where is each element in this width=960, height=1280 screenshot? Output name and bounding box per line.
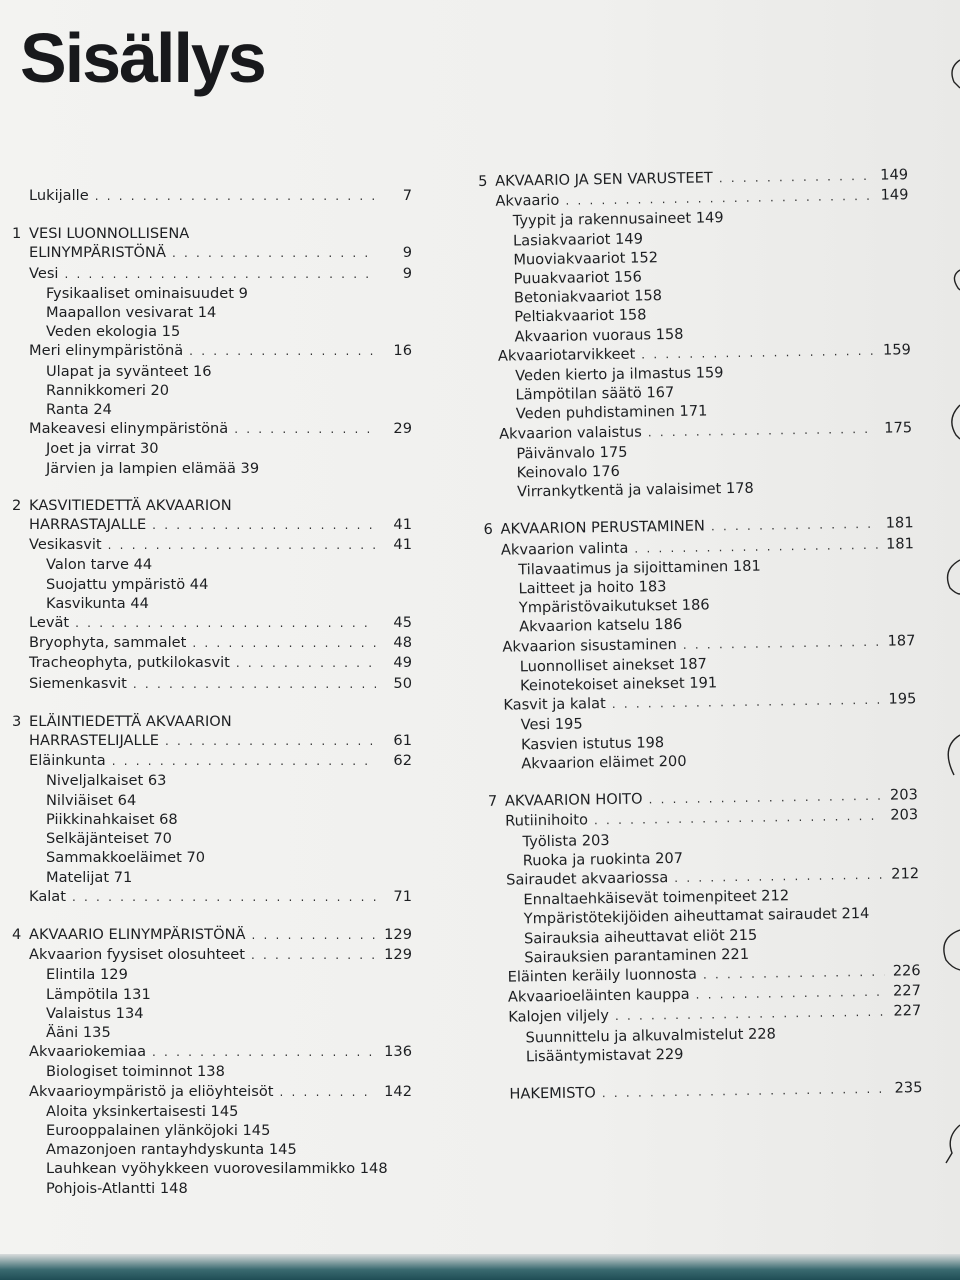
toc-entry — [12, 362, 412, 381]
toc-entry — [12, 264, 412, 284]
leader-dots — [192, 634, 376, 653]
toc-entry — [12, 1062, 412, 1081]
toc-entry — [12, 1102, 412, 1121]
entry-title: Luonnolliset ainekset 187 — [519, 655, 707, 676]
page-number: 226 — [892, 962, 921, 980]
leader-dots — [602, 1080, 887, 1104]
toc-entry — [12, 653, 412, 673]
entry-title: Työlista 203 — [522, 831, 610, 850]
page-number: 235 — [894, 1079, 923, 1097]
leader-dots — [234, 420, 376, 439]
entry-title: Lämpötila 131 — [46, 985, 151, 1003]
entry-title: Ympäristötekijöiden aiheuttamat sairaudet 214 — [523, 905, 870, 928]
page-number: 212 — [891, 865, 920, 883]
page-number: 129 — [384, 946, 412, 964]
toc-entry — [12, 496, 412, 515]
toc-section — [492, 1078, 922, 1105]
leader-dots — [695, 983, 885, 1005]
entry-title: Kalat — [29, 887, 66, 905]
chapter-number: 4 — [12, 925, 22, 943]
toc-entry — [12, 925, 412, 945]
entry-title: Kasvit ja kalat — [503, 695, 606, 714]
leader-dots — [189, 342, 376, 361]
entry-title: Fysikaaliset ominaisuudet 9 — [46, 284, 248, 302]
toc-entry — [12, 341, 412, 361]
toc-entry — [12, 848, 412, 867]
entry-title: Puuakvaariot 156 — [513, 268, 642, 288]
entry-title: Järvien ja lampien elämää 39 — [46, 459, 260, 477]
entry-title: Maapallon vesivarat 14 — [46, 304, 217, 322]
entry-title: Sairaudet akvaariossa — [505, 869, 669, 889]
entry-title: Nilviäiset 64 — [46, 791, 137, 809]
toc-entry — [12, 613, 412, 633]
page-number: 142 — [384, 1082, 412, 1100]
toc-entry — [12, 633, 412, 653]
entry-title: AKVAARION PERUSTAMINEN — [500, 517, 706, 539]
entry-title: Laitteet ja hoito 183 — [518, 578, 667, 598]
leader-dots — [683, 632, 880, 654]
page-number: 16 — [393, 342, 412, 360]
page-number: 50 — [393, 674, 412, 692]
page-number: 29 — [393, 420, 412, 438]
entry-title: Akvaarioympäristö ja eliöyhteisöt — [29, 1082, 274, 1100]
leader-dots — [641, 342, 875, 365]
entry-title: Akvaarion valinta — [500, 539, 629, 559]
toc-entry — [12, 284, 412, 303]
page-number: 62 — [393, 752, 412, 770]
toc-section — [483, 514, 917, 774]
toc-entry — [12, 186, 412, 206]
chapter-number: 2 — [12, 496, 22, 514]
leader-dots — [719, 167, 873, 189]
entry-title: HARRASTAJALLE — [29, 516, 147, 534]
entry-title: Niveljalkaiset 63 — [46, 772, 167, 790]
toc-entry — [12, 515, 412, 535]
entry-title: Meri elinympäristönä — [29, 342, 184, 360]
entry-title: Päivänvalo 175 — [516, 443, 628, 463]
toc-section — [12, 925, 412, 1198]
leader-dots — [95, 187, 376, 206]
entry-title: AKVAARIO JA SEN VARUSTEET — [495, 169, 713, 190]
chapter-number: 3 — [12, 712, 22, 730]
entry-title: Levät — [29, 614, 70, 632]
entry-title: Sammakkoeläimet 70 — [46, 849, 206, 867]
entry-title: Akvaarion vuoraus 158 — [514, 325, 684, 346]
toc-entry — [12, 594, 412, 613]
entry-title: Selkäjänteiset 70 — [46, 830, 172, 848]
entry-title: Ulapat ja syvänteet 16 — [46, 362, 212, 380]
toc-entry — [12, 771, 412, 790]
page-number: 187 — [887, 631, 916, 650]
page-number: 41 — [393, 516, 412, 534]
entry-title: AKVAARION HOITO — [504, 790, 643, 810]
toc-entry — [12, 945, 412, 965]
entry-title: Akvaariotarvikkeet — [497, 345, 636, 365]
entry-title: Makeavesi elinympäristönä — [29, 420, 229, 438]
leader-dots — [108, 536, 376, 555]
entry-title: Eläinkunta — [29, 752, 106, 770]
page-number: 149 — [880, 166, 909, 184]
entry-title: Ympäristövaikutukset 186 — [518, 596, 710, 617]
entry-title: HARRASTELIJALLE — [29, 732, 159, 750]
entry-title: Eläinten keräily luonnosta — [507, 965, 698, 986]
page-number: 61 — [393, 732, 412, 750]
entry-title: Keinovalo 176 — [516, 462, 620, 482]
toc-entry — [12, 751, 412, 771]
leader-dots — [648, 419, 877, 442]
entry-title: Kalojen viljely — [508, 1007, 610, 1026]
entry-title: Akvaariokemiaa — [29, 1043, 147, 1061]
page-number: 136 — [384, 1043, 412, 1061]
toc-entry — [12, 459, 412, 478]
entry-title: Peltiakvaariot 158 — [514, 306, 647, 326]
toc-section — [478, 165, 913, 502]
toc-entry — [12, 439, 412, 458]
fish-illustrations — [920, 0, 960, 1280]
page-number: 181 — [885, 534, 915, 553]
entry-title: Akvaarion valaistus — [498, 423, 642, 443]
page-number: 195 — [888, 690, 917, 708]
leader-dots — [112, 752, 376, 771]
entry-title: Matelijat 71 — [46, 868, 133, 886]
entry-title: Veden kierto ja ilmastus 159 — [515, 364, 724, 385]
entry-title: Ranta 24 — [46, 401, 112, 419]
entry-title: Vesi — [29, 264, 59, 282]
toc-left-column — [12, 186, 412, 1216]
toc-entry — [12, 674, 412, 694]
toc-entry — [12, 712, 412, 731]
entry-title: Akvaarion katselu 186 — [519, 616, 683, 636]
entry-title: Sairauksien parantaminen 221 — [524, 945, 750, 967]
entry-title: Kasvikunta 44 — [46, 594, 149, 612]
toc-entry — [12, 985, 412, 1004]
entry-title: ELÄINTIEDETTÄ AKVAARION — [29, 712, 232, 730]
entry-title: Suojattu ympäristö 44 — [46, 575, 209, 593]
page-number: 227 — [893, 1002, 922, 1020]
entry-title: VESI LUONNOLLISENA — [29, 225, 190, 243]
entry-title: Biologiset toiminnot 138 — [46, 1063, 225, 1081]
entry-title: Veden ekologia 15 — [46, 323, 181, 341]
toc-entry — [12, 303, 412, 322]
cover-edge — [0, 1254, 960, 1280]
chapter-number: 6 — [483, 521, 494, 539]
page-number: 71 — [393, 887, 412, 905]
toc-section — [12, 186, 412, 206]
leader-dots — [152, 1043, 376, 1062]
leader-dots — [674, 866, 883, 888]
entry-title: Rutiinihoito — [505, 811, 589, 830]
page-number: 129 — [384, 925, 412, 943]
leader-dots — [251, 926, 376, 945]
toc-section — [12, 224, 412, 478]
leader-dots — [152, 516, 376, 535]
entry-title: Vesi 195 — [520, 715, 583, 734]
leader-dots — [648, 787, 882, 810]
toc-entry — [12, 1179, 412, 1198]
toc-right-column — [478, 165, 923, 1123]
page-number: 203 — [889, 786, 918, 804]
toc-entry — [12, 224, 412, 243]
entry-title: Lauhkean vyöhykkeen vuorovesilammikko 148 — [46, 1160, 388, 1178]
page-title: Sisällys — [20, 19, 265, 97]
entry-title: Siemenkasvit — [29, 674, 127, 692]
entry-title: Suunnittelu ja alkuvalmistelut 228 — [525, 1024, 776, 1046]
leader-dots — [251, 946, 376, 965]
page-number: 45 — [393, 614, 412, 632]
page-number: 203 — [890, 806, 919, 824]
leader-dots — [72, 888, 376, 907]
entry-title: Valaistus 134 — [46, 1004, 144, 1022]
entry-title: Sairauksia aiheuttavat eliöt 215 — [523, 926, 758, 947]
entry-title: AKVAARIO ELINYMPÄRISTÖNÄ — [29, 925, 246, 943]
leader-dots — [236, 654, 376, 673]
toc-entry — [12, 1159, 412, 1178]
leader-dots — [703, 963, 885, 985]
toc-entry — [12, 1023, 412, 1042]
chapter-number: 7 — [487, 792, 498, 811]
toc-section — [12, 496, 412, 694]
entry-title: Elintila 129 — [46, 966, 128, 984]
leader-dots — [165, 732, 376, 751]
entry-title: Lämpötilan säätö 167 — [515, 384, 675, 404]
entry-title: Rannikkomeri 20 — [46, 381, 170, 399]
toc-entry — [12, 243, 412, 263]
entry-title: Amazonjoen rantayhdyskunta 145 — [46, 1141, 297, 1159]
entry-title: Virrankytkentä ja valaisimet 178 — [516, 479, 754, 501]
page-number: 227 — [892, 982, 922, 1000]
entry-title: Akvaario — [495, 191, 560, 210]
chapter-number: 1 — [12, 225, 22, 243]
toc-entry — [12, 1140, 412, 1159]
entry-title: Lukijalle — [29, 187, 89, 204]
toc-entry — [12, 400, 412, 419]
entry-title: Piikkinahkaiset 68 — [46, 810, 178, 828]
toc-entry — [12, 965, 412, 984]
entry-title: Ruoka ja ruokinta 207 — [522, 849, 684, 870]
toc-section — [12, 712, 412, 907]
toc-entry — [12, 1121, 412, 1140]
entry-title: Ääni 135 — [46, 1023, 111, 1041]
toc-entry — [12, 419, 412, 439]
entry-title: Lisääntymistavat 229 — [525, 1045, 684, 1066]
entry-title: Betoniakvaariot 158 — [513, 287, 663, 307]
leader-dots — [75, 614, 376, 633]
entry-title: HAKEMISTO — [509, 1084, 596, 1103]
toc-entry — [12, 829, 412, 848]
entry-title: Lasiakvaariot 149 — [512, 230, 644, 250]
entry-title: Akvaarion sisustaminen — [502, 635, 677, 656]
entry-title: Joet ja virrat 30 — [46, 440, 159, 458]
page-number: 49 — [393, 654, 412, 672]
entry-title: Tracheophyta, putkilokasvit — [29, 654, 230, 672]
toc-section — [488, 785, 922, 1067]
toc-entry — [12, 731, 412, 751]
entry-title: Keinotekoiset ainekset 191 — [519, 674, 718, 695]
toc-entry — [12, 535, 412, 555]
entry-title: KASVITIEDETTÄ AKVAARION — [29, 496, 232, 514]
entry-title: Akvaarioeläinten kauppa — [507, 985, 690, 1006]
entry-title: Ennaltaehkäisevät toimenpiteet 212 — [523, 887, 790, 909]
toc-entry — [12, 887, 412, 907]
toc-entry — [12, 791, 412, 810]
leader-dots — [172, 244, 376, 263]
page-number: 48 — [393, 634, 412, 652]
entry-title: Valon tarve 44 — [46, 556, 153, 574]
toc-entry — [492, 1078, 922, 1105]
entry-title: Aloita yksinkertaisesti 145 — [46, 1102, 239, 1120]
entry-title: Vesikasvit — [29, 536, 102, 554]
toc-entry — [12, 381, 412, 400]
page-number: 9 — [402, 264, 412, 282]
leader-dots — [711, 515, 878, 537]
entry-title: Akvaarion eläimet 200 — [521, 752, 687, 773]
page-number: 41 — [393, 536, 412, 554]
page-number: 149 — [880, 186, 909, 204]
leader-dots — [65, 265, 377, 284]
entry-title: Eurooppalainen ylänköjoki 145 — [46, 1121, 271, 1139]
leader-dots — [280, 1083, 377, 1102]
toc-entry — [12, 555, 412, 574]
chapter-number: 5 — [478, 172, 488, 190]
entry-title: Muoviakvaariot 152 — [513, 248, 659, 269]
toc-entry — [12, 1082, 412, 1102]
toc-entry — [12, 322, 412, 341]
entry-title: Pohjois-Atlantti 148 — [46, 1179, 188, 1197]
page-number: 9 — [402, 244, 412, 262]
entry-title: Akvaarion fyysiset olosuhteet — [29, 946, 245, 964]
entry-title: Tyypit ja rakennusaineet 149 — [512, 209, 724, 230]
entry-title: Veden puhdistaminen 171 — [515, 402, 708, 423]
entry-title: ELINYMPÄRISTÖNÄ — [29, 244, 166, 262]
leader-dots — [133, 675, 376, 694]
entry-title: Kasvien istutus 198 — [520, 733, 665, 754]
page-number: 175 — [884, 418, 913, 437]
page-number: 7 — [402, 187, 412, 204]
page-number: 159 — [882, 341, 911, 359]
page-number: 181 — [885, 514, 914, 533]
toc-entry — [12, 868, 412, 887]
toc-entry — [12, 1004, 412, 1023]
entry-title: Tilavaatimus ja sijoittaminen 181 — [518, 557, 761, 579]
toc-entry — [12, 1042, 412, 1062]
entry-title: Bryophyta, sammalet — [29, 634, 187, 652]
leader-dots — [634, 535, 878, 558]
toc-entry — [12, 575, 412, 594]
toc-entry — [12, 810, 412, 829]
